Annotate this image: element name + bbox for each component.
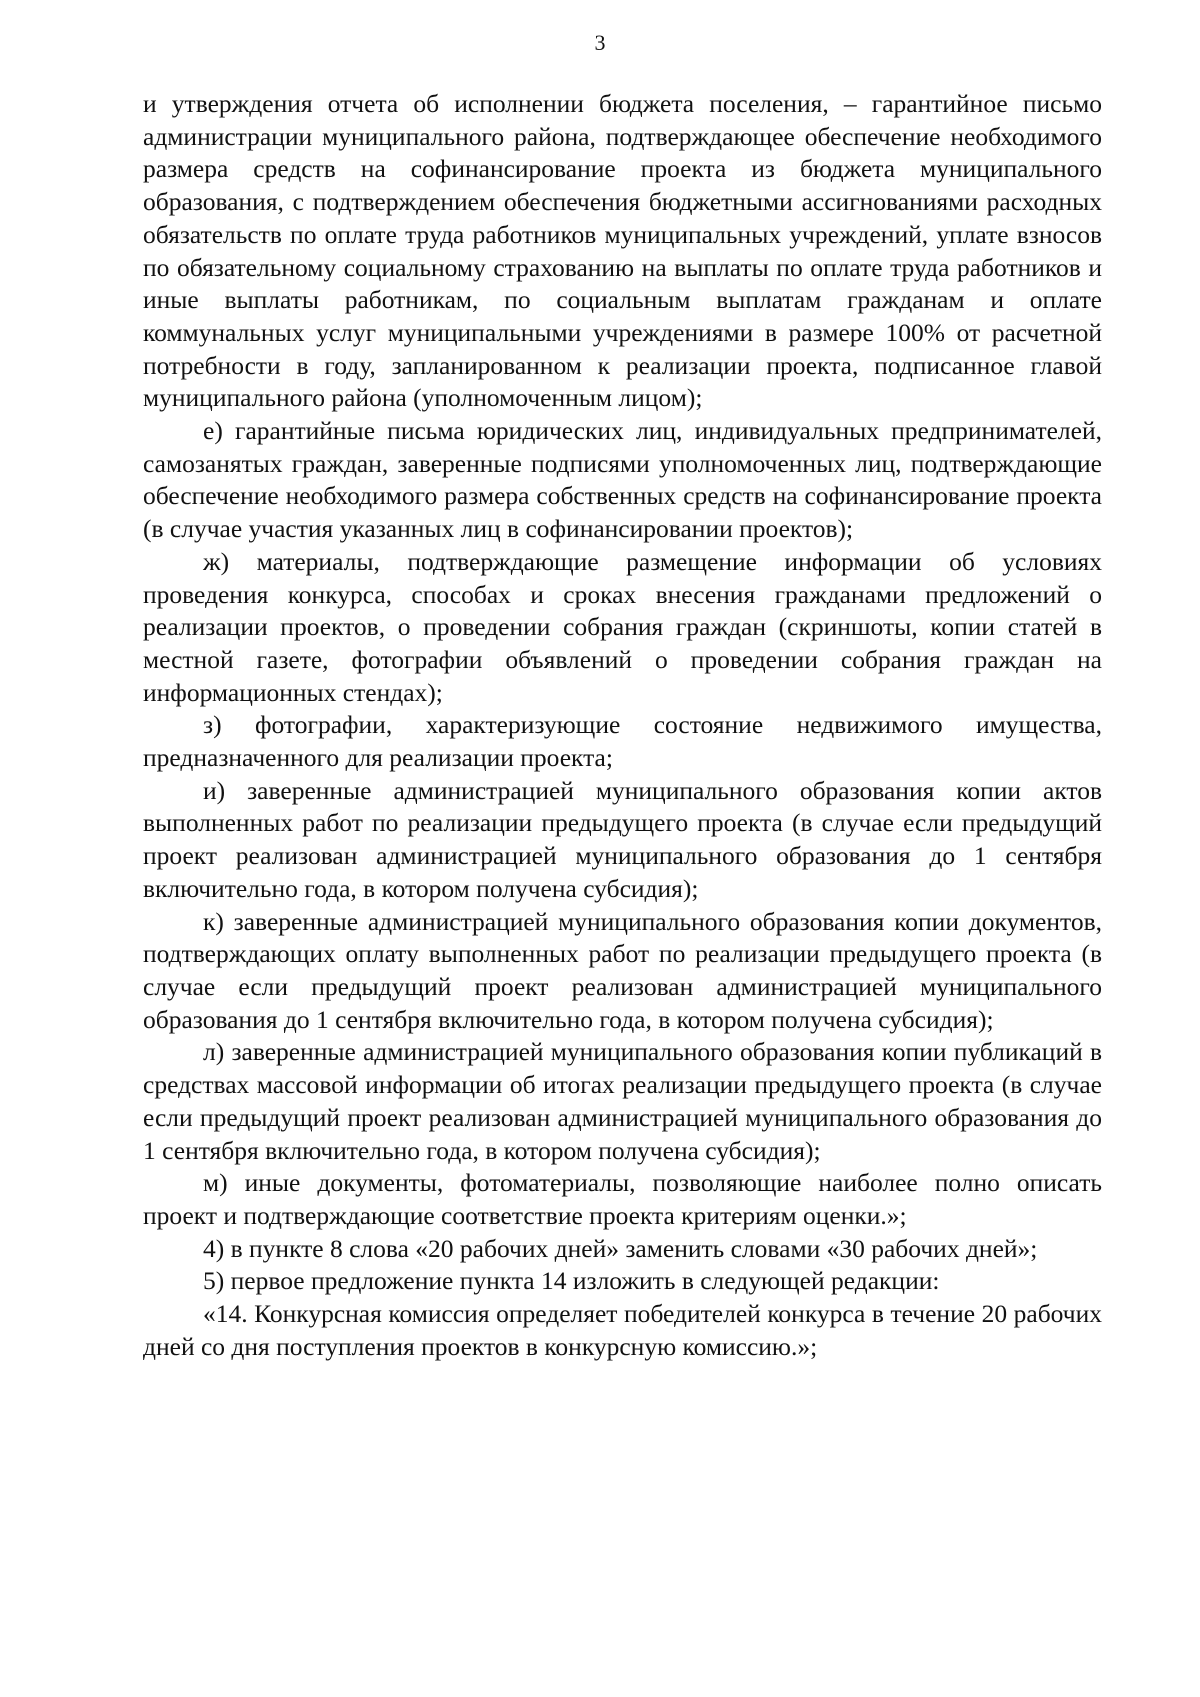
document-body xyxy=(143,88,1102,1363)
paragraph-point-5: 5) первое предложение пункта 14 изложить в следующей редакции: xyxy=(203,1266,940,1296)
page-number: 3 xyxy=(594,30,606,55)
paragraph-item-m: м) иные документы, фотоматериалы, позволяющие наиболее полно описать проект и подтверждающие соответствие проекта критериям оценки.»; xyxy=(143,1168,1102,1230)
paragraph-item-i: и) заверенные администрацией муниципального образования копии актов выполненных работ по реализации предыдущего проекта (в случае если предыдущий проект реализован администрацией муниципального образования до 1 сентября включительно года, в котором получена субсидия); xyxy=(143,775,1102,903)
paragraph-item-z: з) фотографии, характеризующие состояние недвижимого имущества, предназначенного для реализации проекта; xyxy=(143,710,1102,773)
paragraph-item-k: к) заверенные администрацией муниципального образования копии документов, подтверждающих оплату выполненных работ по реализации предыдущего проекта (в случае если предыдущий проект реализован администрацией муниципального образования до 1 сентября включительно года, в котором получена субсидия); xyxy=(143,906,1102,1034)
paragraph-continuation: и утверждения отчета об исполнении бюджета поселения, – гарантийное письмо администрации муниципального района, подтверждающее обеспечение необходимого размера средств на софинансирование проекта из бюджета муниципального образования, с подтверждением обеспечения бюджетными ассигнованиями расходных обязательств по оплате труда работников муниципальных учреждений, уплате взносов по обязательному социальному страхованию на выплаты по оплате труда работников и иные выплаты работникам, по социальным выплатам гражданам и оплате коммунальных услуг муниципальными учреждениями в размере 100% от расчетной потребности в году, запланированном к реализации проекта, подписанное главой муниципального района (уполномоченным лицом); xyxy=(143,89,1102,413)
paragraph-item-l: л) заверенные администрацией муниципального образования копии публикаций в средствах массовой информации об итогах реализации предыдущего проекта (в случае если предыдущий проект реализован администрацией муниципального образования до 1 сентября включительно года, в котором получена субсидия); xyxy=(143,1037,1102,1165)
paragraph-item-e: е) гарантийные письма юридических лиц, индивидуальных предпринимателей, самозанятых граждан, заверенные подписями уполномоченных лиц, подтверждающие обеспечение необходимого размера собственных средств на софинансирование проекта (в случае участия указанных лиц в софинансировании проектов); xyxy=(143,416,1102,544)
paragraph-point-4: 4) в пункте 8 слова «20 рабочих дней» заменить словами «30 рабочих дней»; xyxy=(203,1233,1038,1263)
paragraph-item-zh: ж) материалы, подтверждающие размещение информации об условиях проведения конкурса, способах и сроках внесения гражданами предложений о реализации проектов, о проведении собрания граждан (скриншоты, копии статей в местной газете, фотографии объявлений о проведении собрания граждан на информационных стендах); xyxy=(143,546,1102,707)
paragraph-point-14-text: «14. Конкурсная комиссия определяет победителей конкурса в течение 20 рабочих дней со дня поступления проектов в конкурсную комиссию.»; xyxy=(143,1299,1102,1361)
